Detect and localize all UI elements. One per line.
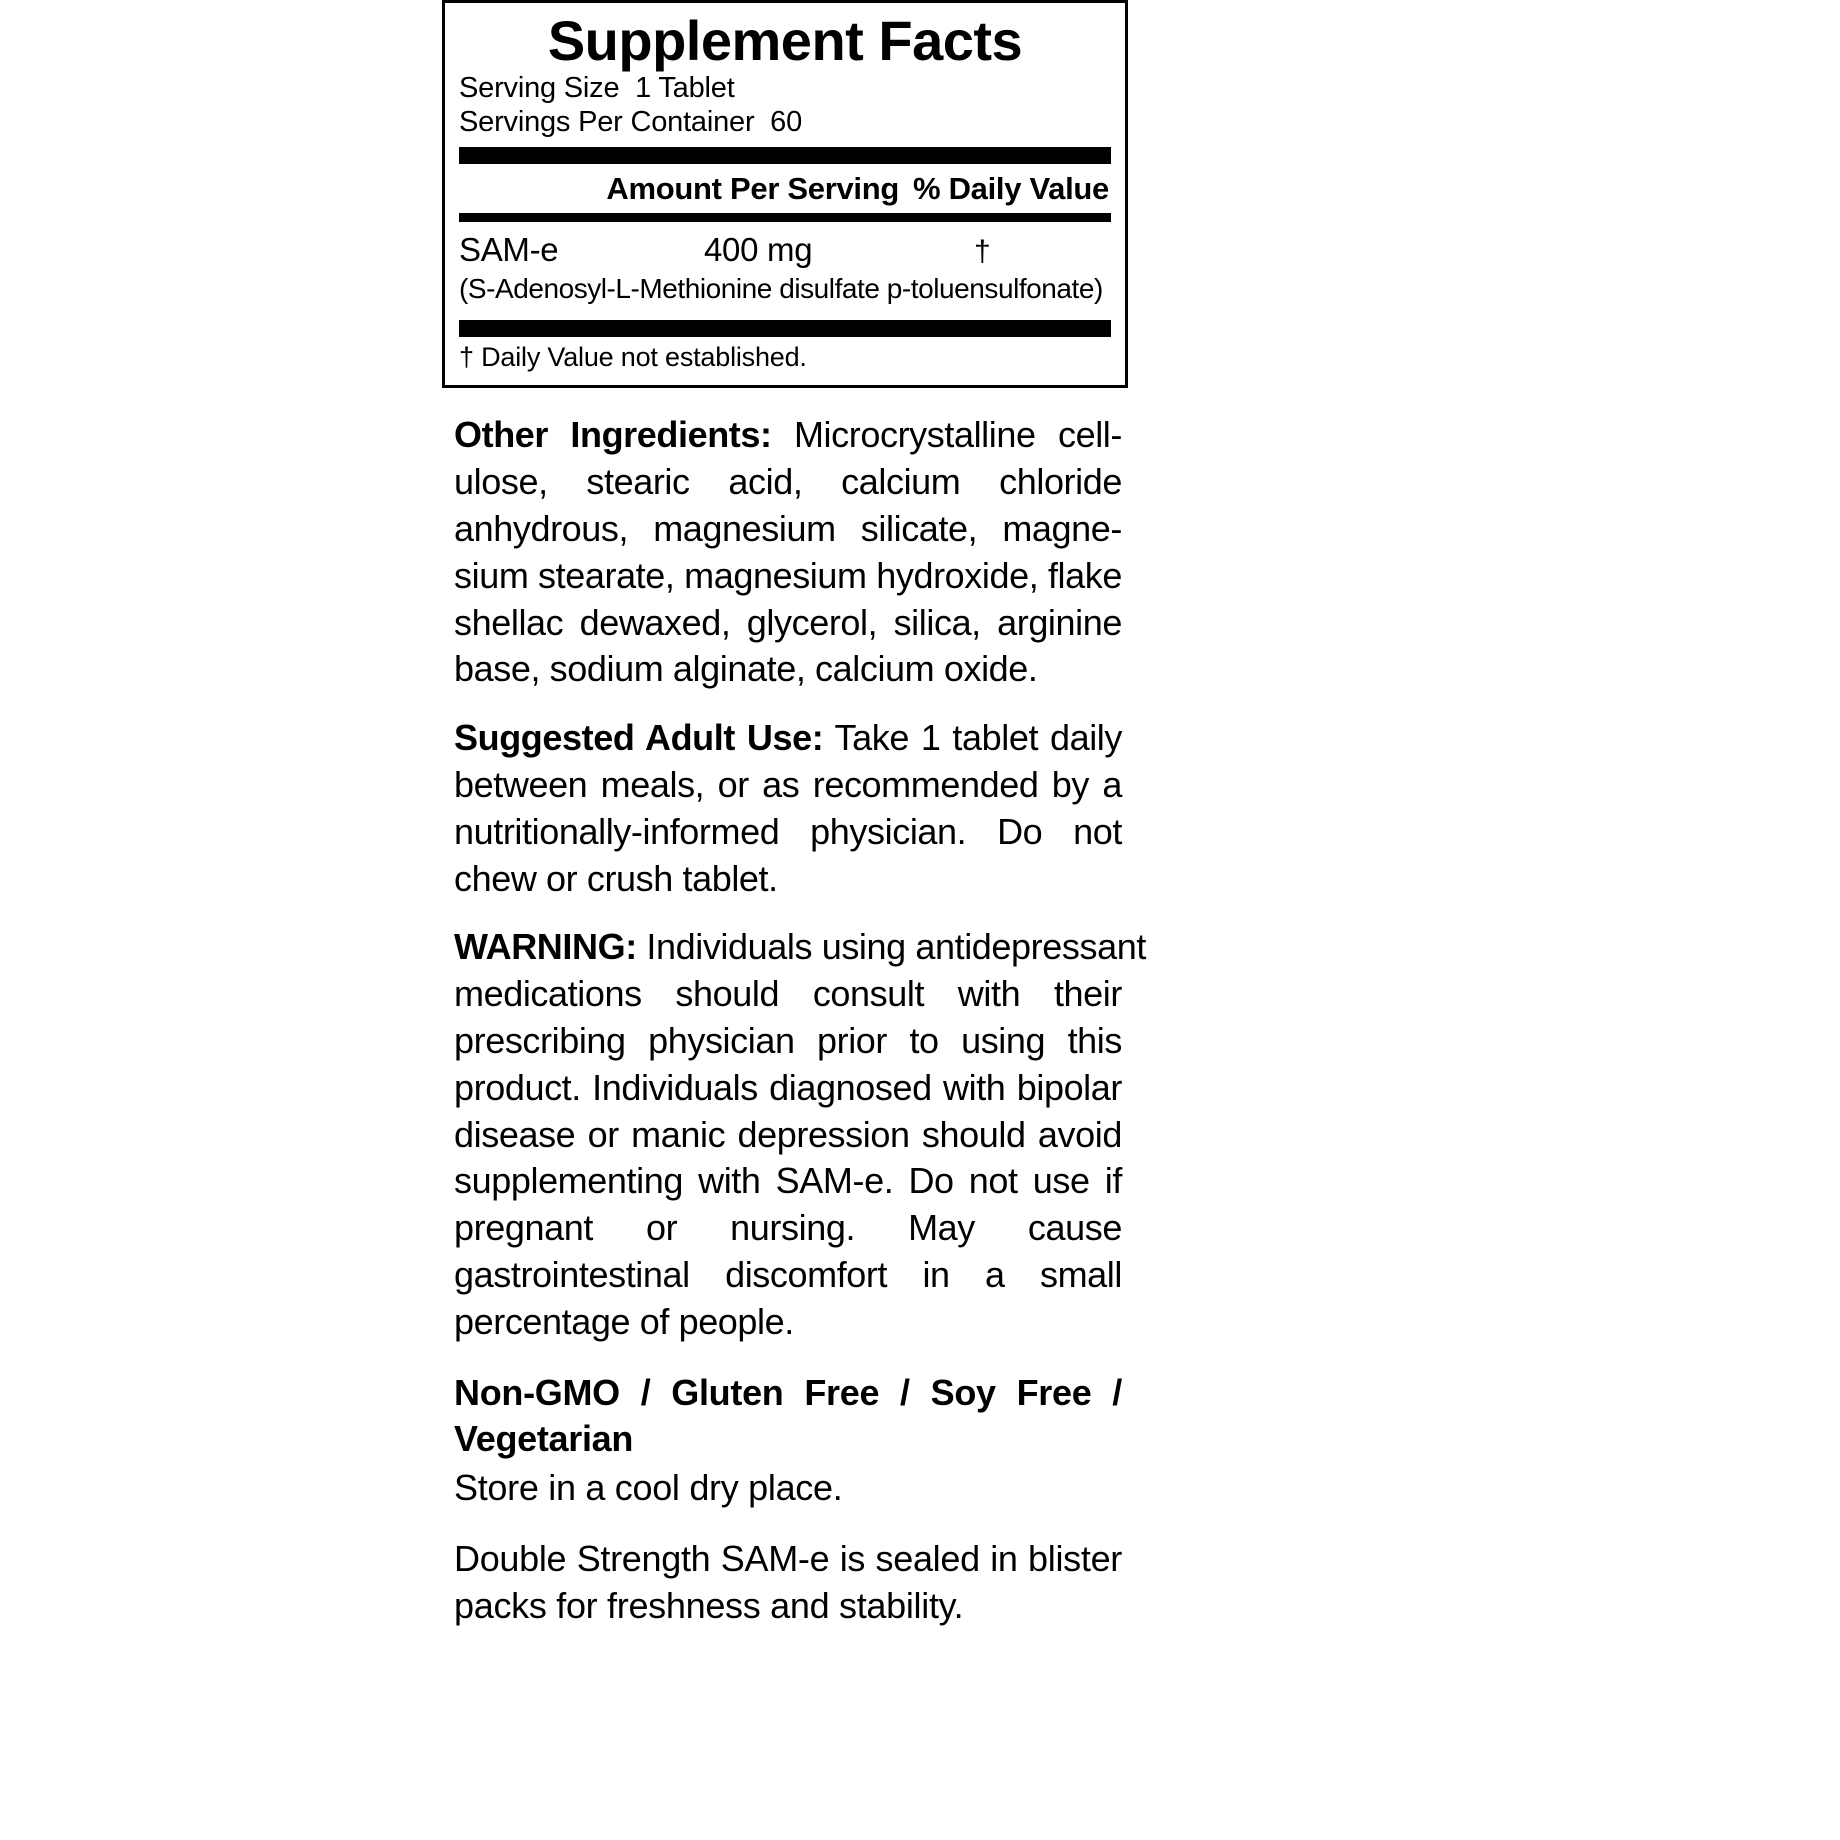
suggested-use-line-1: Take 1 tablet daily xyxy=(834,717,1122,759)
product-claims xyxy=(454,1370,1122,1464)
divider-thick-top xyxy=(459,147,1111,164)
servings-per-container-label: Servings Per Container xyxy=(459,106,755,139)
warning-line-7: pregnant or nursing. May cause xyxy=(454,1207,1122,1249)
warning-line-1: Individuals using antidepressant xyxy=(646,926,1146,968)
warning-line-3: prescribing physician prior to using this xyxy=(454,1019,1122,1061)
warning-line-2: medications should consult with their xyxy=(454,973,1122,1015)
nutrient-daily-value: † xyxy=(974,235,991,269)
freshness-statement xyxy=(454,1536,1122,1630)
other-ingredients-line-3: anhydrous, magnesium silicate, magne- xyxy=(454,507,1122,549)
divider-under-headers xyxy=(459,213,1111,222)
other-ingredients-line-5: shellac dewaxed, glycerol, silica, arginine xyxy=(454,601,1122,643)
column-headers-row xyxy=(459,164,1111,213)
supplement-facts-title: Supplement Facts xyxy=(547,9,1023,72)
label-body-text xyxy=(454,388,1146,1629)
servings-per-container-value: 60 xyxy=(770,106,802,139)
storage-instructions: Store in a cool dry place. xyxy=(454,1467,843,1509)
supplement-label xyxy=(450,0,1146,1630)
warning-line-5: disease or manic depression should avoid xyxy=(454,1113,1122,1155)
nutrient-chemical-name: (S-Adenosyl-L-Methionine disulfate p-toluensulfonate) xyxy=(459,273,1103,305)
servings-per-container-line xyxy=(459,106,1111,140)
warning-line-6: supplementing with SAM-e. Do not use if xyxy=(454,1160,1122,1202)
other-ingredients-heading: Other Ingredients: xyxy=(454,414,772,456)
daily-value-header: % Daily Value xyxy=(913,171,1109,207)
nutrient-name: SAM-e xyxy=(459,231,559,269)
other-ingredients-line-4: sium stearate, magnesium hydroxide, flake xyxy=(454,554,1122,596)
serving-size-value: 1 Tablet xyxy=(635,72,735,105)
table-row xyxy=(459,222,1111,270)
amount-per-serving-header: Amount Per Serving xyxy=(606,171,900,207)
freshness-line-1: Double Strength SAM-e is sealed in blister xyxy=(454,1537,1122,1579)
warning-heading: WARNING: xyxy=(454,926,637,968)
divider-thick-bottom xyxy=(459,320,1111,337)
suggested-use-heading: Suggested Adult Use: xyxy=(454,717,824,759)
warning-line-4: product. Individuals diagnosed with bipolar xyxy=(454,1066,1122,1108)
other-ingredients-line-6: base, sodium alginate, calcium oxide. xyxy=(454,648,1038,690)
suggested-use-paragraph xyxy=(454,715,1122,902)
freshness-line-2: packs for freshness and stability. xyxy=(454,1584,964,1626)
claims-line-1: Non-GMO / Gluten Free / Soy Free / xyxy=(454,1371,1122,1413)
suggested-use-line-2: between meals, or as recommended by a xyxy=(454,763,1122,805)
suggested-use-line-3: nutritionally-informed physician. Do not xyxy=(454,810,1122,852)
suggested-use-line-4: chew or crush tablet. xyxy=(454,857,778,899)
supplement-facts-panel xyxy=(442,0,1128,388)
warning-line-8: gastrointestinal discomfort in a small xyxy=(454,1253,1122,1295)
other-ingredients-paragraph xyxy=(454,412,1122,693)
warning-paragraph xyxy=(454,924,1146,1345)
other-ingredients-line-1: Microcrystalline cell- xyxy=(793,414,1122,456)
claims-line-2: Vegetarian xyxy=(454,1418,634,1460)
serving-size-label: Serving Size xyxy=(459,72,620,105)
nutrient-amount: 400 mg xyxy=(704,231,813,269)
other-ingredients-line-2: ulose, stearic acid, calcium chloride xyxy=(454,461,1122,503)
serving-size-line xyxy=(459,72,1111,106)
warning-line-9: percentage of people. xyxy=(454,1300,794,1342)
daily-value-footnote: † Daily Value not established. xyxy=(459,341,807,372)
